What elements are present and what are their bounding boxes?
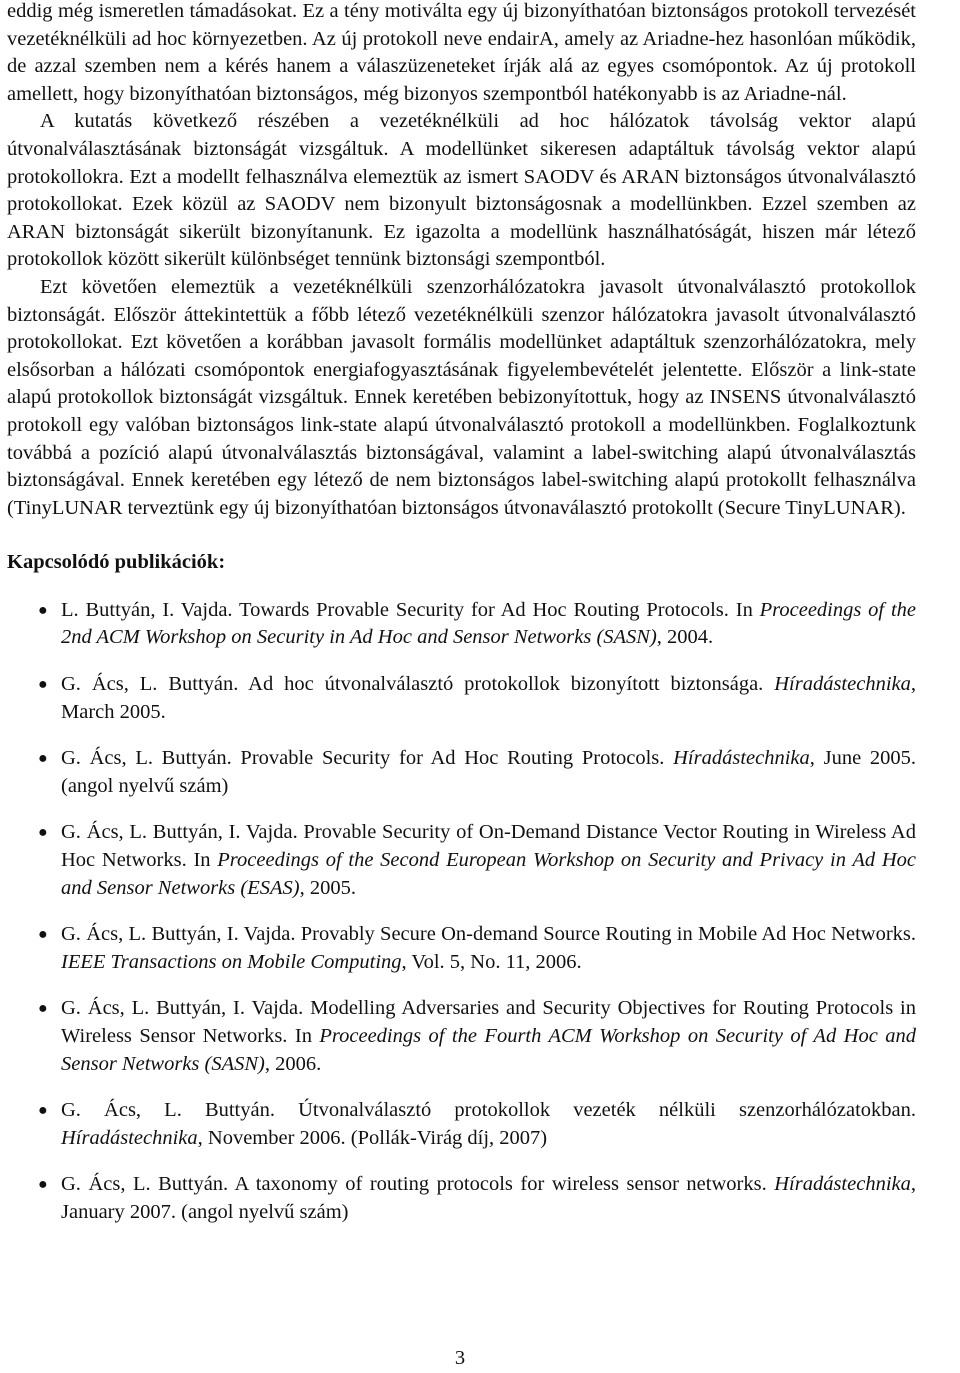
publication-item xyxy=(7,1097,916,1152)
paragraph-endaira: eddig még ismeretlen támadásokat. Ez a tény motiválta egy új bizonyíthatóan biztonságos protokoll tervezését vezetéknélküli ad hoc környezetben. Az új protokoll neve endairA, amely az Ariadne-hez hasonlóan működik, de azzal szemben nem a kérés hanem a válaszüzeneteket írják alá az egyes csomópontok. Az új protokoll amellett, hogy bizonyíthatóan biztonságos, még bizonyos szempontból hatékonyabb is az Ariadne-nál. xyxy=(7,0,916,105)
bullet-icon: ● xyxy=(38,926,48,944)
publication-date: , 2006. xyxy=(264,1052,322,1075)
publication-authors-title: G. Ács, L. Buttyán, I. Vajda. Modelling Adversaries and Security Objectives for Routing Protocols in Wireless Sensor Networks. In xyxy=(61,997,916,1047)
page-number: 3 xyxy=(454,1347,466,1369)
bullet-icon: ● xyxy=(38,750,48,768)
publication-date: , November 2006. (Pollák-Virág díj, 2007) xyxy=(197,1126,548,1149)
bullet-icon: ● xyxy=(38,676,48,694)
publication-item xyxy=(7,597,916,652)
bullet-icon: ● xyxy=(38,1102,48,1120)
publication-date: , March 2005. xyxy=(61,673,916,723)
document-page xyxy=(7,0,916,1246)
publication-authors-title: G. Ács, L. Buttyán. Ad hoc útvonalválasztó protokollok bizonyított biztonsága. xyxy=(61,673,775,696)
publication-venue: Híradástechnika xyxy=(774,1173,911,1196)
bullet-icon: ● xyxy=(38,1000,48,1018)
publication-venue: Proceedings of the Second European Workshop on Security and Privacy in Ad Hoc and Sensor Networks (ESAS) xyxy=(61,849,916,899)
publication-authors-title: G. Ács, L. Buttyán, I. Vajda. Provable Security of On-Demand Distance Vector Routing in Wireless Ad Hoc Networks. In xyxy=(61,821,916,872)
publication-venue: Híradástechnika xyxy=(673,747,810,770)
publication-date: , 2004. xyxy=(656,626,714,649)
publication-venue: Híradástechnika xyxy=(61,1126,198,1149)
publication-authors-title: G. Ács, L. Buttyán, I. Vajda. Provably Secure On-demand Source Routing in Mobile Ad Hoc Networks. xyxy=(61,923,916,946)
bullet-icon: ● xyxy=(38,824,48,842)
bullet-icon: ● xyxy=(38,601,48,619)
publication-venue: Proceedings of the 2nd ACM Workshop on Security in Ad Hoc and Sensor Networks (SASN) xyxy=(61,598,916,649)
publications-heading: Kapcsolódó publikációk: xyxy=(7,551,226,574)
publication-item xyxy=(7,819,916,902)
publication-authors-title: G. Ács, L. Buttyán. A taxonomy of routing protocols for wireless sensor networks. xyxy=(61,1173,775,1196)
publication-item xyxy=(7,1171,916,1226)
publication-date: , June 2005. (angol nyelvű szám) xyxy=(61,747,916,797)
publication-venue: Proceedings of the Fourth ACM Workshop on Security of Ad Hoc and Sensor Networks (SASN) xyxy=(61,1025,916,1075)
publication-authors-title: G. Ács, L. Buttyán. Provable Security for Ad Hoc Routing Protocols. xyxy=(61,747,674,770)
publication-venue: IEEE Transactions on Mobile Computing xyxy=(61,950,402,973)
publication-authors-title: L. Buttyán, I. Vajda. Towards Provable Security for Ad Hoc Routing Protocols. In xyxy=(61,598,760,621)
publication-date: , January 2007. (angol nyelvű szám) xyxy=(61,1173,916,1223)
publication-authors-title: G. Ács, L. Buttyán. Útvonalválasztó protokollok vezeték nélküli szenzorhálózatokban. xyxy=(61,1099,916,1122)
publication-item xyxy=(7,671,916,726)
publication-item xyxy=(7,921,916,976)
publication-item xyxy=(7,745,916,800)
publication-list xyxy=(7,597,916,1227)
publication-item xyxy=(7,995,916,1078)
publication-venue: Híradástechnika xyxy=(774,673,911,696)
paragraph-sensor-networks: Ezt követően elemeztük a vezetéknélküli szenzorhálózatokra javasolt útvonalválasztó protokollok biztonságát. Először áttekintettük a főbb létező vezetéknélküli szenzor hálózatokra javasolt útvonalválasztó protokollokat. Ezt követően a korábban javasolt formális modellünket adaptáltuk szenzorhálózatokra, mely elsősorban a hálózati csomópontok energiafogyasztásának figyelembevételét jelentette. Először a link-state alapú protokollok biztonságát vizsgáltuk. Ennek keretében bebizonyítottuk, hogy az INSENS útvonalválasztó protokoll egy valóban biztonságos link-state alapú útvonalválasztó protokoll a modellünkben. Foglalkoztunk továbbá a pozíció alapú útvonalválasztás biztonságával, valamint a label-switching alapú útvonalválasztás biztonságával. Ennek keretében egy létező de nem biztonságos label-switching alapú protokollt felhasználva (TinyLUNAR terveztünk egy új bizonyíthatóan biztonságos útvonaválasztó protokollt (Secure TinyLUNAR). xyxy=(7,275,916,519)
publication-date: , Vol. 5, No. 11, 2006. xyxy=(401,950,582,973)
bullet-icon: ● xyxy=(38,1176,48,1194)
paragraph-distance-vector: A kutatás következő részében a vezetéknélküli ad hoc hálózatok távolság vektor alapú útvonalválasztásának biztonságát vizsgáltuk. A modellünket sikeresen adaptáltuk távolság vektor alapú protokollokra. Ezt a modellt felhasználva elemeztük az ismert SAODV és ARAN biztonságos útvonalválasztó protokollokat. Ezek közül az SAODV nem bizonyult biztonságosnak a modellünkben. Ezzel szemben az ARAN biztonságát sikerült bizonyítanunk. Ez igazolta a modellünk használhatóságát, hiszen már létező protokollok között sikerült különbséget tennünk biztonsági szempontból. xyxy=(7,110,916,271)
publication-date: , 2005. xyxy=(299,876,356,899)
